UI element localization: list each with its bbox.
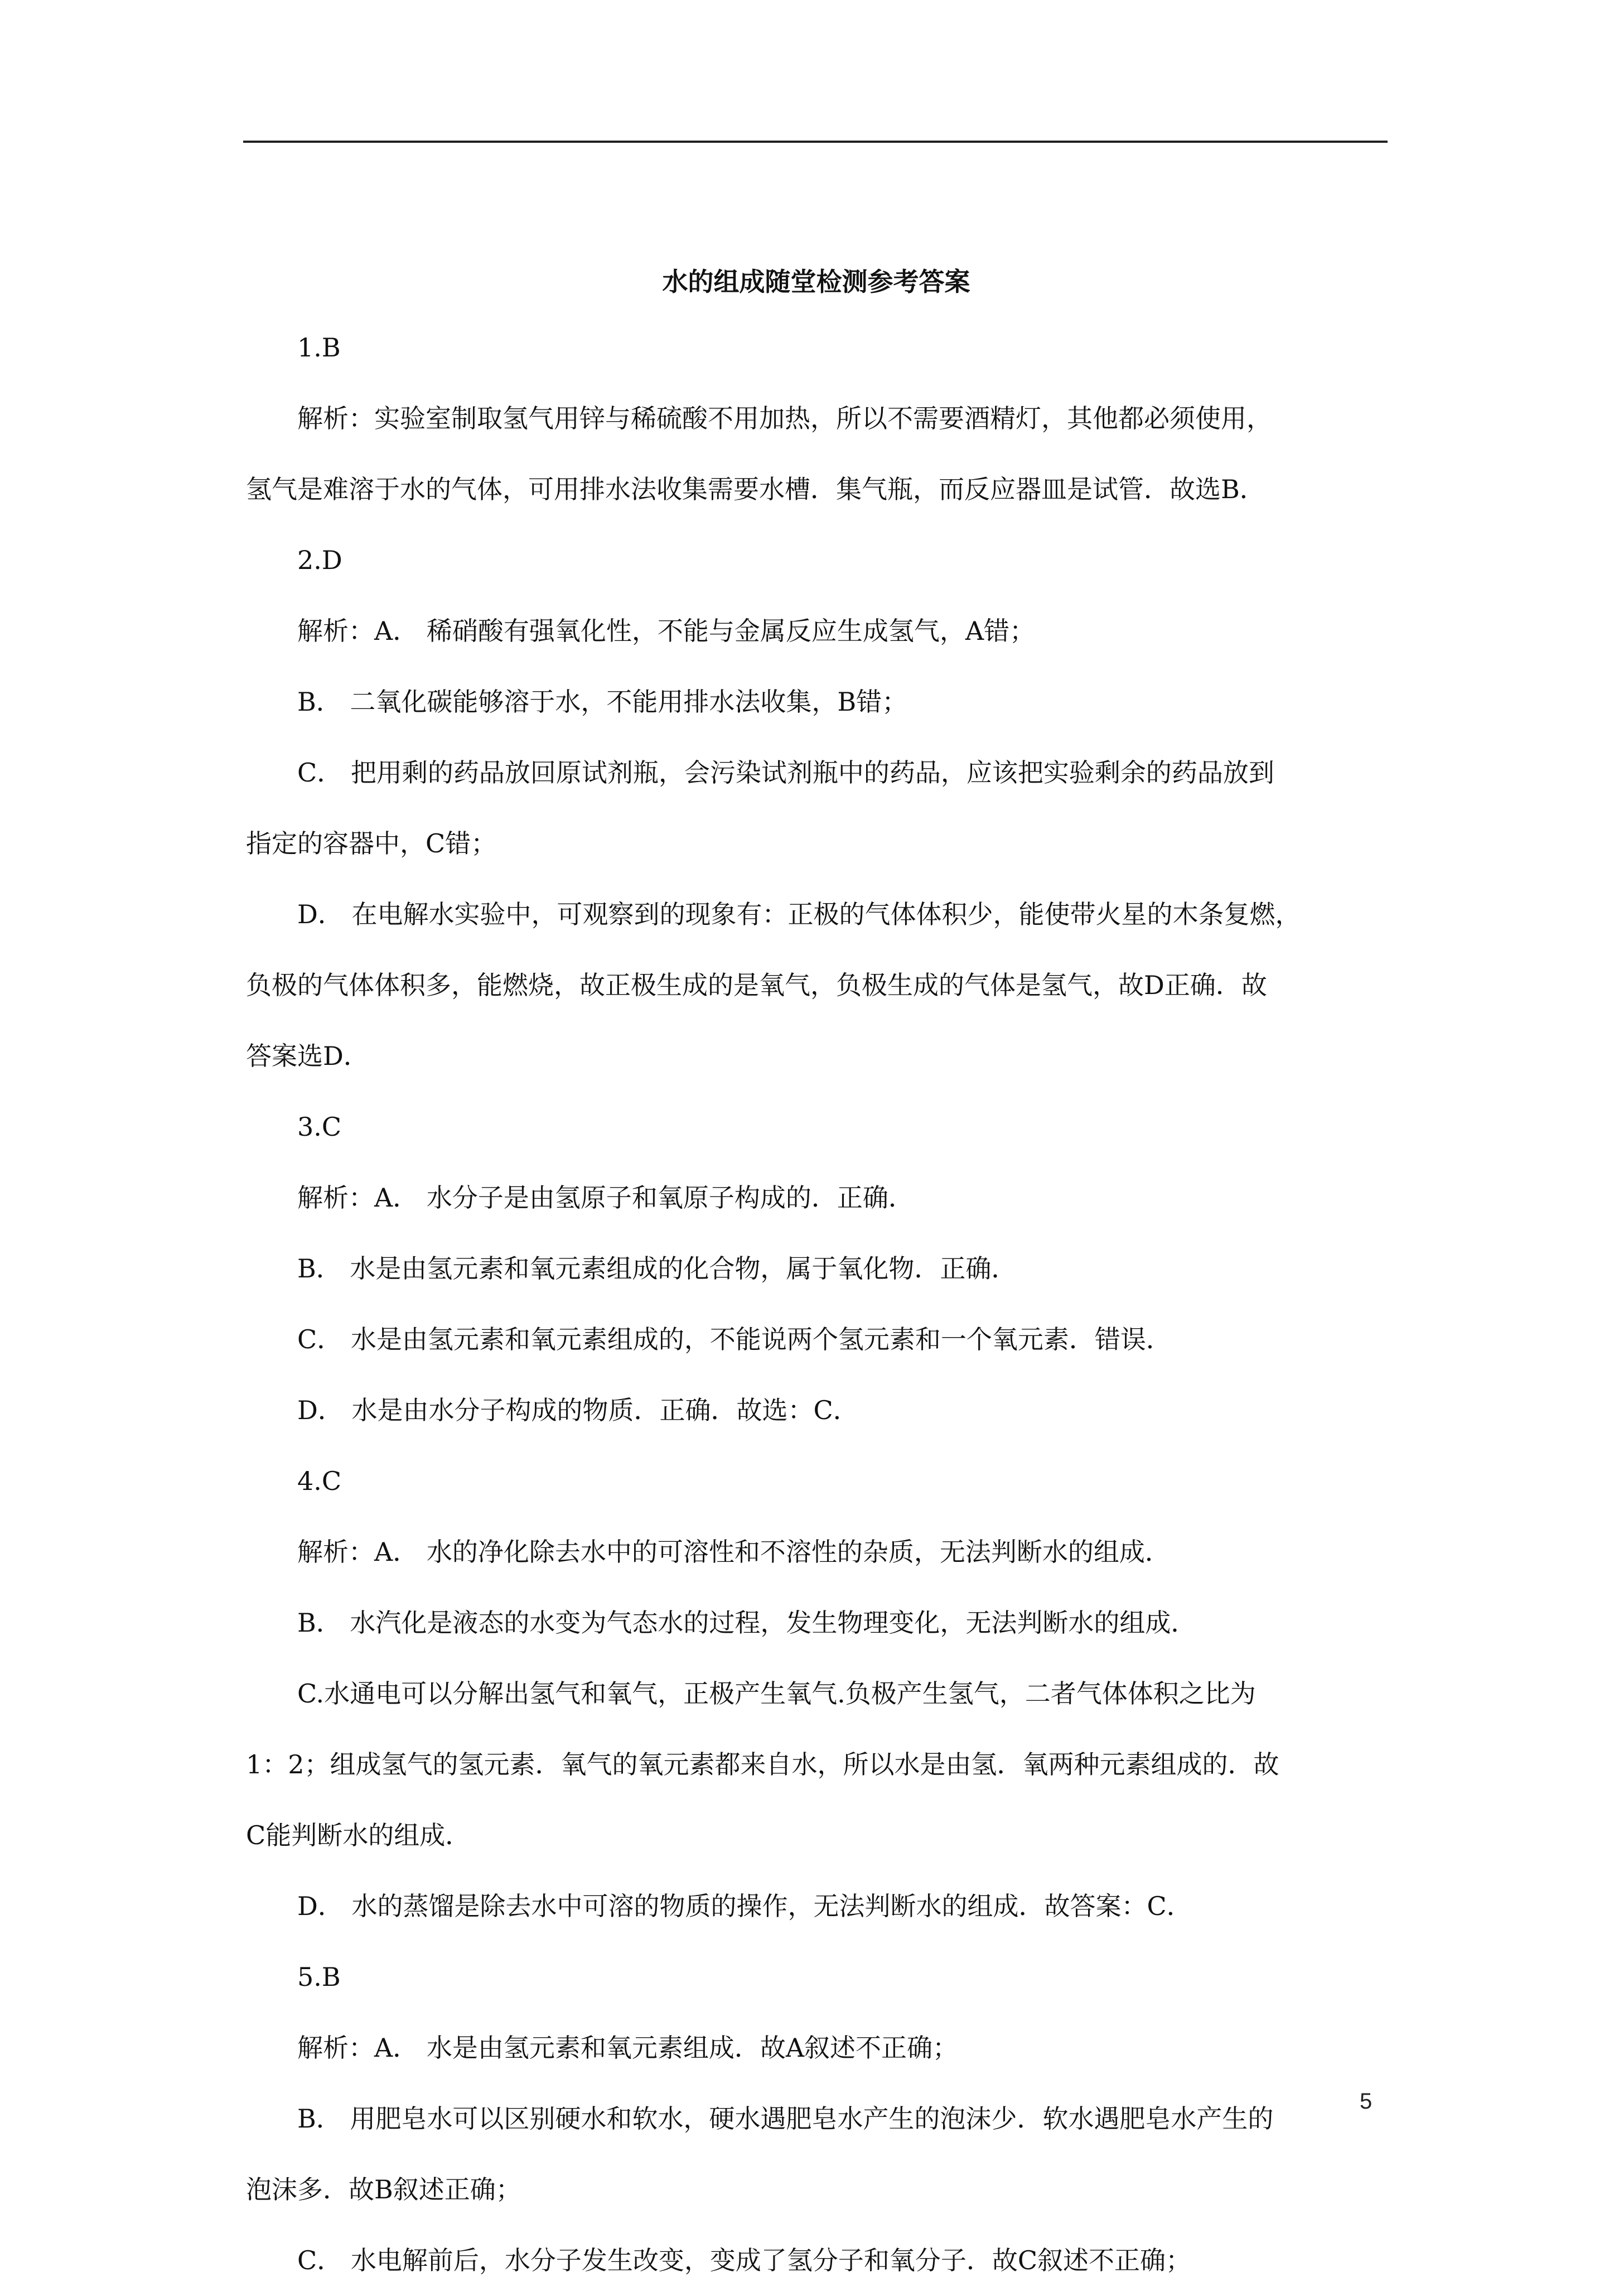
text-line: C能判断水的组成． bbox=[246, 1820, 471, 1850]
text-line: 3.C bbox=[297, 1112, 342, 1142]
text-line: 2.D bbox=[297, 545, 342, 575]
page-number: 5 bbox=[1360, 2089, 1373, 2114]
text-line: D． 水的蒸馏是除去水中可溶的物质的操作，无法判断水的组成．故答案：C． bbox=[297, 1891, 1192, 1921]
text-line: 4.C bbox=[297, 1466, 342, 1496]
text-line: C． 把用剩的药品放回原试剂瓶，会污染试剂瓶中的药品，应该把实验剩余的药品放到 bbox=[297, 758, 1274, 788]
text-line: 指定的容器中，C错； bbox=[246, 828, 497, 858]
text-line: 负极的气体体积多，能燃烧，故正极生成的是氧气，负极生成的气体是氢气，故D正确．故 bbox=[246, 970, 1267, 1000]
text-line: D． 水是由水分子构成的物质．正确．故选：C． bbox=[297, 1395, 859, 1425]
text-line: 1：2；组成氢气的氢元素．氧气的氧元素都来自水，所以水是由氢．氧两种元素组成的．故 bbox=[246, 1749, 1279, 1779]
text-line: 泡沫多．故B叙述正确； bbox=[246, 2174, 521, 2205]
text-line: 答案选D． bbox=[246, 1041, 369, 1071]
page-title: 水的组成随堂检测参考答案 bbox=[662, 267, 970, 297]
text-line: C.水通电可以分解出氢气和氧气，正极产生氧气.负极产生氢气，二者气体体积之比为 bbox=[297, 1678, 1256, 1709]
text-line: 解析：A． 水分子是由氢原子和氧原子构成的．正确． bbox=[297, 1183, 914, 1213]
text-line: 氢气是难溶于水的气体，可用排水法收集需要水槽．集气瓶，而反应器皿是试管．故选B． bbox=[246, 474, 1265, 504]
text-line: 5.B bbox=[297, 1962, 341, 1992]
text-line: C． 水电解前后，水分子发生改变，变成了氢分子和氧分子．故C叙述不正确； bbox=[297, 2245, 1192, 2275]
text-line: D． 在电解水实验中，可观察到的现象有：正极的气体体积少，能使带火星的木条复燃， bbox=[297, 899, 1301, 929]
text-line: B． 用肥皂水可以区别硬水和软水，硬水遇肥皂水产生的泡沫少．软水遇肥皂水产生的 bbox=[297, 2104, 1274, 2134]
text-line: 解析：A． 水是由氢元素和氧元素组成．故A叙述不正确； bbox=[297, 2033, 959, 2063]
text-line: 解析：A． 水的净化除去水中的可溶性和不溶性的杂质，无法判断水的组成． bbox=[297, 1537, 1171, 1567]
text-line: B． 二氧化碳能够溶于水，不能用排水法收集，B错； bbox=[297, 687, 908, 717]
text-line: B． 水汽化是液态的水变为气态水的过程，发生物理变化，无法判断水的组成． bbox=[297, 1608, 1197, 1638]
text-line: 1.B bbox=[297, 332, 341, 363]
header-rule bbox=[243, 141, 1388, 143]
text-line: 解析：A． 稀硝酸有强氧化性，不能与金属反应生成氢气，A错； bbox=[297, 616, 1036, 646]
text-line: B． 水是由氢元素和氧元素组成的化合物，属于氧化物．正确． bbox=[297, 1253, 1017, 1284]
answer-content bbox=[246, 251, 1386, 2296]
answer-lines bbox=[246, 312, 1386, 2296]
text-line: 解析：实验室制取氢气用锌与稀硫酸不用加热，所以不需要酒精灯，其他都必须使用， bbox=[297, 403, 1272, 433]
text-line: C． 水是由氢元素和氧元素组成的，不能说两个氢元素和一个氧元素．错误． bbox=[297, 1324, 1172, 1354]
